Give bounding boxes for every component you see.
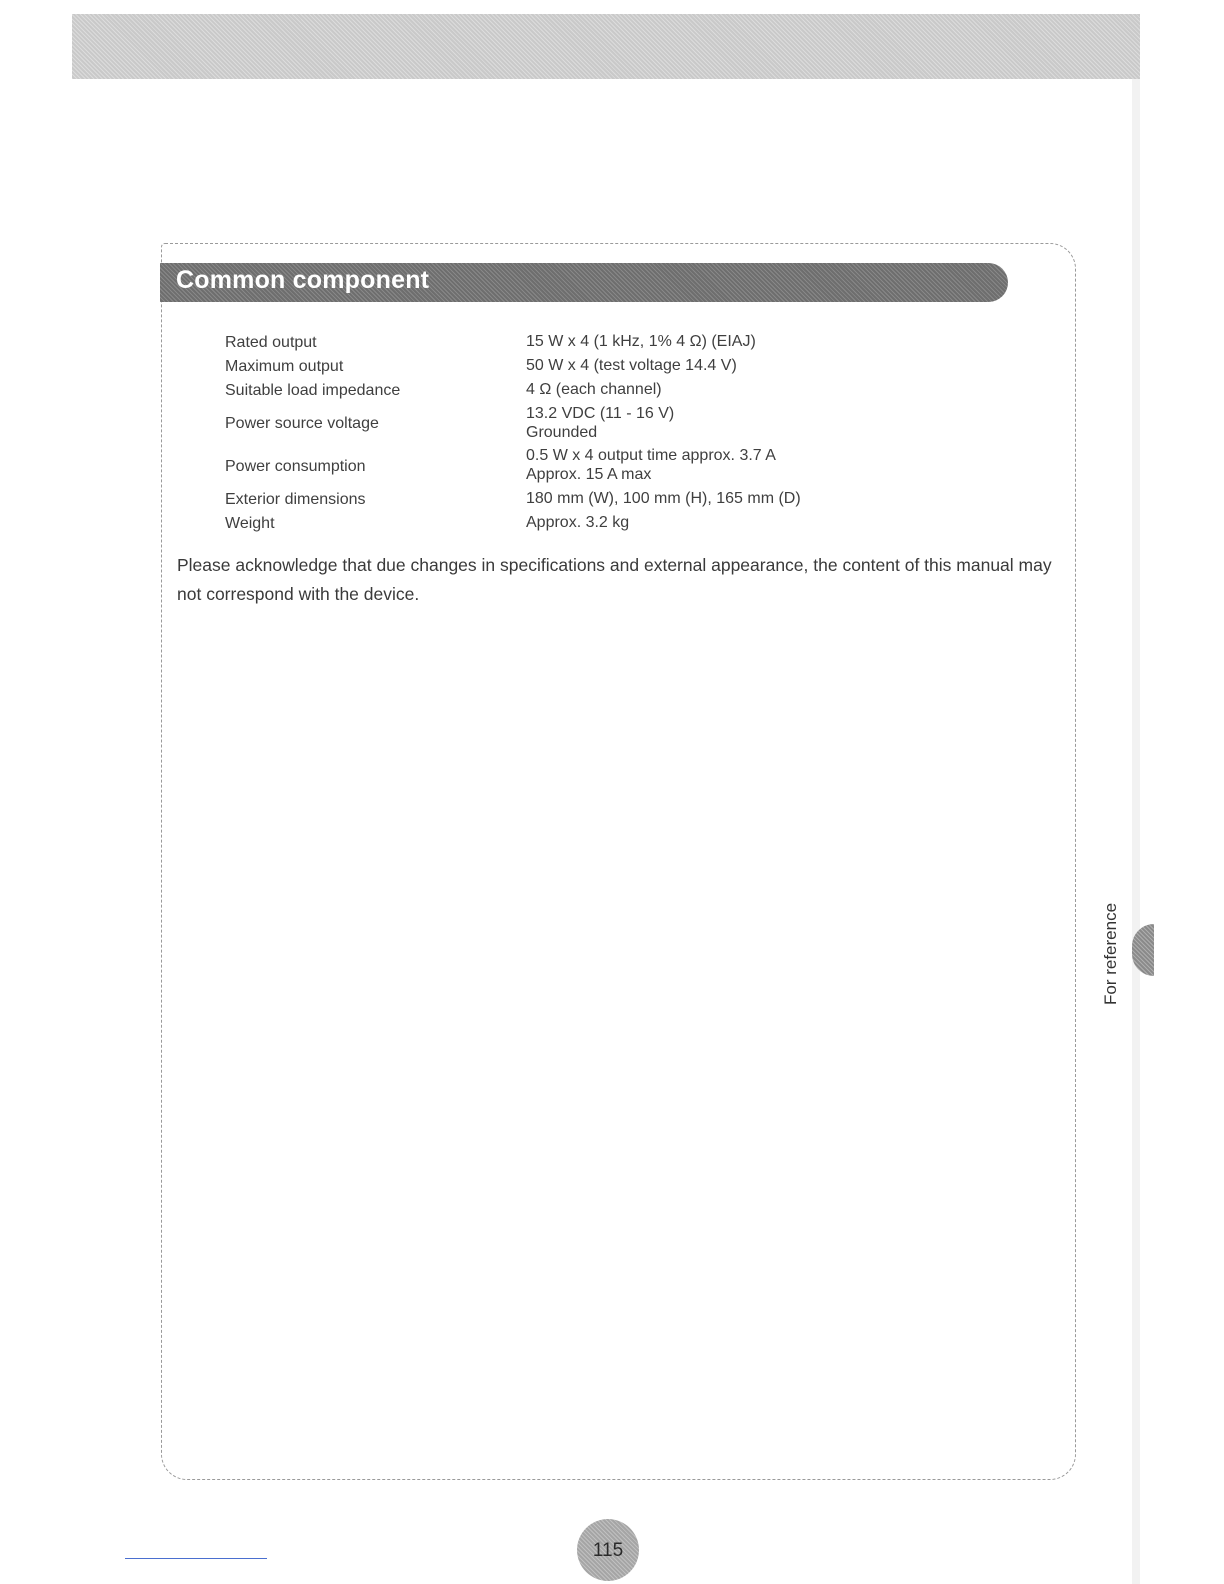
disclaimer-note: Please acknowledge that due changes in specifications and external appearance, the content of this manual may not correspond with the device. bbox=[177, 555, 1052, 604]
spec-value-power-source-voltage-line2: Grounded bbox=[526, 424, 598, 441]
spec-value-power-consumption-line2: Approx. 15 A max bbox=[526, 466, 652, 483]
spec-value-rated-output: 15 W x 4 (1 kHz, 1% 4 Ω) (EIAJ) bbox=[526, 333, 756, 350]
page-edge-shade bbox=[1132, 79, 1140, 1584]
footnote-rule bbox=[125, 1558, 267, 1559]
spec-value-load-impedance: 4 Ω (each channel) bbox=[526, 381, 662, 398]
spec-label-load-impedance: Suitable load impedance bbox=[225, 382, 401, 399]
spec-value-exterior-dimensions: 180 mm (W), 100 mm (H), 165 mm (D) bbox=[526, 490, 801, 507]
spec-label-maximum-output: Maximum output bbox=[225, 358, 344, 375]
spec-label-rated-output: Rated output bbox=[225, 334, 317, 351]
spec-value-weight: Approx. 3.2 kg bbox=[526, 514, 630, 531]
spec-value-power-consumption-line1: 0.5 W x 4 output time approx. 3.7 A bbox=[526, 447, 776, 464]
spec-value-power-source-voltage-line1: 13.2 VDC (11 - 16 V) bbox=[526, 405, 675, 422]
spec-value-maximum-output: 50 W x 4 (test voltage 14.4 V) bbox=[526, 357, 737, 374]
side-tab-label: For reference bbox=[1101, 902, 1120, 1005]
top-decorative-band bbox=[72, 14, 1140, 79]
page-number: 115 bbox=[592, 1540, 624, 1561]
spec-label-exterior-dimensions: Exterior dimensions bbox=[225, 491, 366, 508]
spec-label-power-consumption: Power consumption bbox=[225, 458, 366, 475]
spec-label-weight: Weight bbox=[225, 515, 275, 532]
section-title: Common component bbox=[176, 266, 430, 294]
spec-label-power-source-voltage: Power source voltage bbox=[225, 415, 379, 432]
